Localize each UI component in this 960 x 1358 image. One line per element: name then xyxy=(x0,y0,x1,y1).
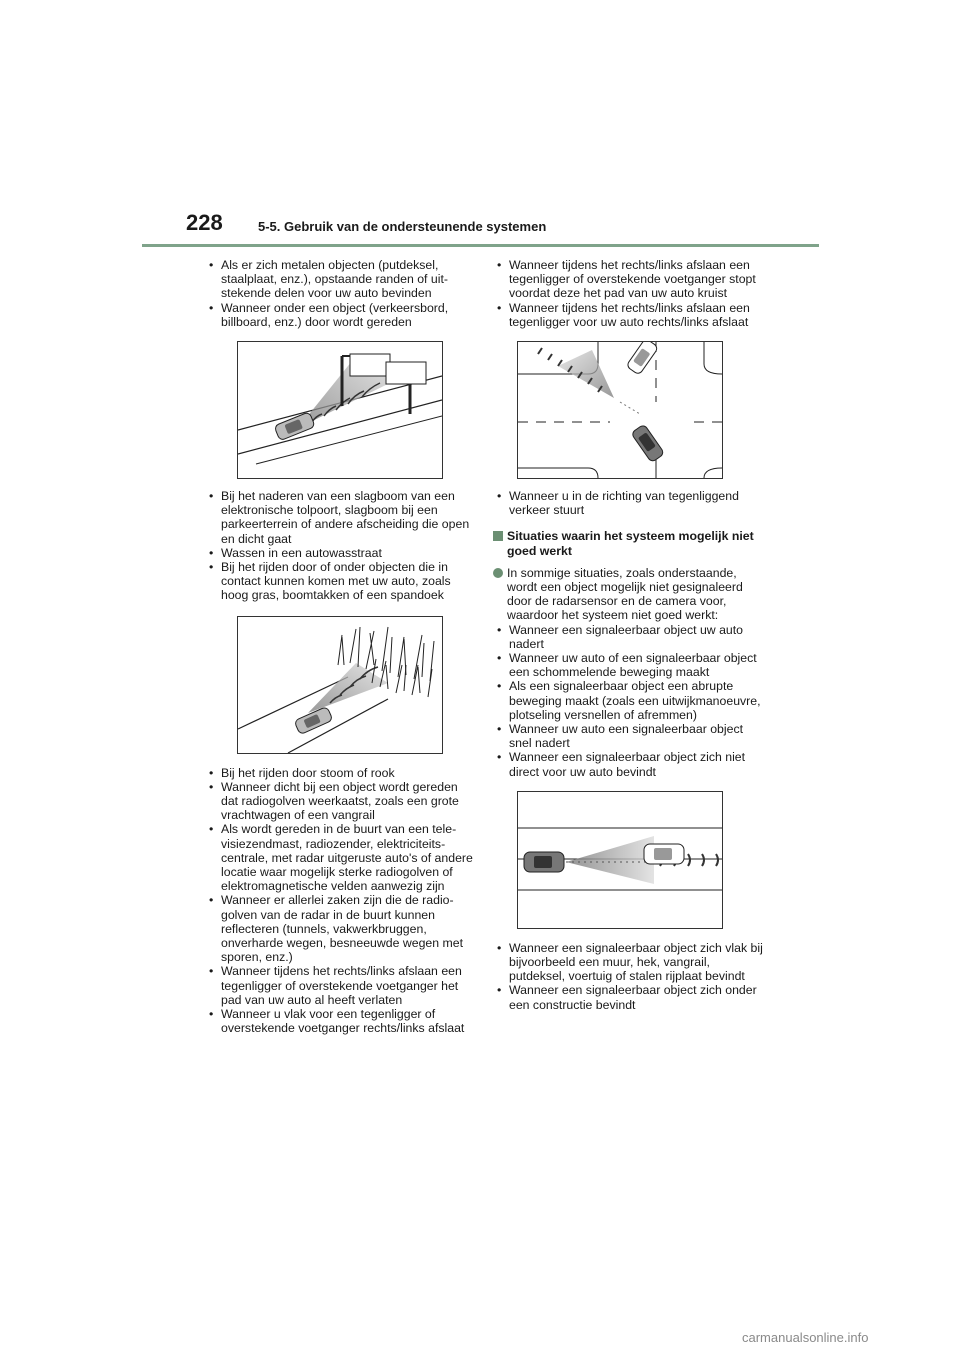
right-column xyxy=(493,258,763,1012)
watermark: carmanualsonline.info xyxy=(742,1330,869,1345)
bullet-list xyxy=(493,623,763,779)
list-item: • Bij het rijden door stoom of rook xyxy=(205,766,475,780)
list-item: • Wanneer uw auto een signaleerbaar object snel nadert xyxy=(493,722,763,750)
figure-intersection-turn xyxy=(517,341,723,479)
list-item: • Wanneer tijdens het rechts/links afslaan een tegenligger of overstekende voetganger stopt voordat deze het pad van uw auto kruist xyxy=(493,258,763,301)
list-item: • Wanneer tijdens het rechts/links afslaan een tegenligger of overstekende voetganger het pad van uw auto al heeft verlaten xyxy=(205,964,475,1007)
bullet-list xyxy=(205,766,475,1036)
bullet-list xyxy=(493,489,763,517)
square-marker-icon xyxy=(493,531,503,541)
list-item: • Wanneer een signaleerbaar object zich niet direct voor uw auto bevindt xyxy=(493,750,763,778)
list-item: • Wanneer onder een object (verkeersbord, billboard, enz.) door wordt gereden xyxy=(205,301,475,329)
list-item: • Bij het rijden door of onder objecten die in contact kunnen komen met uw auto, zoals hoog gras, boomtakken of een spandoek xyxy=(205,560,475,603)
list-item: • Wanneer een signaleerbaar object uw auto nadert xyxy=(493,623,763,651)
list-item: • Wanneer u in de richting van tegenliggend verkeer stuurt xyxy=(493,489,763,517)
section-heading xyxy=(493,529,763,557)
figure-overhead-sign xyxy=(237,341,443,479)
list-item: • Wanneer tijdens het rechts/links afslaan een tegenligger voor uw auto rechts/links afslaat xyxy=(493,301,763,329)
figure-high-grass xyxy=(237,616,443,754)
bullet-list xyxy=(205,489,475,603)
bullet-list xyxy=(205,258,475,329)
header-rule xyxy=(142,244,819,247)
list-item: • Wanneer een signaleerbaar object zich vlak bij bijvoorbeeld een muur, hek, vangrail, putdeksel, voertuig of stalen rijplaat bevindt xyxy=(493,941,763,984)
list-item: • Wanneer er allerlei zaken zijn die de radiogolven van de radar in de buurt kunnen reflecteren (tunnels, vakwerkbruggen, onverharde wegen, besneeuwde wegen met sporen, enz.) xyxy=(205,893,475,964)
bullet-list xyxy=(493,941,763,1012)
list-item: • Als er zich metalen objecten (putdeksel, staalplaat, enz.), opstaande randen of uitstekende delen voor uw auto bevinden xyxy=(205,258,475,301)
left-column xyxy=(205,258,475,1036)
list-item: • Wanneer dicht bij een object wordt gereden dat radiogolven weerkaatst, zoals een grote vrachtwagen of een vangrail xyxy=(205,780,475,823)
list-item: • Als een signaleerbaar object een abrupte beweging maakt (zoals een uitwijkmanoeuvre, plotseling versnellen of afremmen) xyxy=(493,679,763,722)
page-number: 228 xyxy=(186,210,223,235)
circle-marker-icon xyxy=(493,568,503,578)
list-item: • Wanneer een signaleerbaar object zich onder een constructie bevindt xyxy=(493,983,763,1011)
section-title: 5-5. Gebruik van de ondersteunende systemen xyxy=(258,219,547,234)
section-heading-text: Situaties waarin het systeem mogelijk niet goed werkt xyxy=(507,529,754,558)
list-item: • Wassen in een autowasstraat xyxy=(205,546,475,560)
list-item: • Bij het naderen van een slagboom van een elektronische tolpoort, slagboom bij een parkeerterrein of andere afscheiding die open en dicht gaat xyxy=(205,489,475,546)
figure-offset-vehicle xyxy=(517,791,723,929)
info-paragraph xyxy=(493,566,763,623)
bullet-list xyxy=(493,258,763,329)
info-paragraph-text: In sommige situaties, zoals onderstaande, wordt een object mogelijk niet gesignaleerd door de radarsensor en de camera voor, waardoor het systeem niet goed werkt: xyxy=(507,565,743,623)
list-item: • Wanneer uw auto of een signaleerbaar object een schommelende beweging maakt xyxy=(493,651,763,679)
list-item: • Wanneer u vlak voor een tegenligger of overstekende voetganger rechts/links afslaat xyxy=(205,1007,475,1035)
list-item: • Als wordt gereden in de buurt van een televisiezendmast, radiozender, elektriciteitscentrale, met radar uitgeruste auto's of andere locatie waar mogelijk sterke radiogolven of elektromagnetische velden aanwezig zijn xyxy=(205,822,475,893)
